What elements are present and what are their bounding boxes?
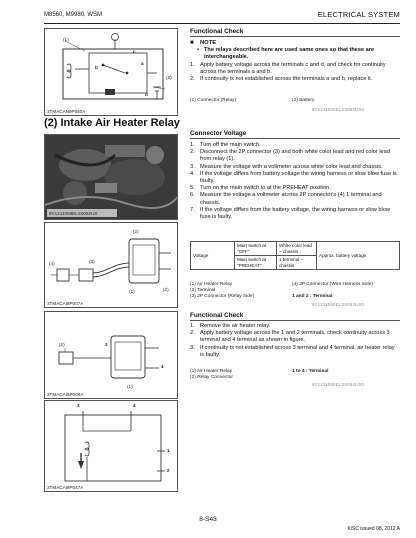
list-item: 5. Turn on the main switch to at the PREHEAT position. [190,185,331,192]
legend-item: (1) Air Heater Relay [190,282,233,287]
legend-item: (2) Relay Connector [190,375,233,381]
terminal-c: c [133,49,136,54]
table-cell: Main switch at "OFF" [235,242,277,256]
callout-3: (3) [89,259,95,264]
relay-schematic-figure [44,28,178,116]
list-item: 2. Disconnect the 2P connector (3) and both white color lead and red color lead from relay (1). [190,149,390,163]
list-item: 3. Measure the voltage with a voltmeter across white color lead and chassis. [190,163,383,170]
list-item: 2. Apply battery voltage across the 1 and 2 terminals, check continuity across 3 terminal and 4 terminal as shown in figure. [190,330,390,344]
relay-connector-figure [44,222,178,308]
list-item: 3. If continuity is not established across 3 terminal and 4 terminal, air heater relay is faulty. [190,344,395,358]
header-rule [44,23,400,24]
list-item: 1. Turn off the main switch. [190,142,261,148]
callout-4: (4) [49,261,55,266]
section-label: ELECTRICAL SYSTEM [317,10,400,19]
legend-item: 1 to 4 : Terminal [292,369,329,374]
list-item: 1. Remove the air heater relay. [190,323,271,329]
document-code: 9Y1211068ELS0053US0 [312,302,365,307]
document-code: 9Y1211068ELS0050US0 [312,107,365,112]
legend-item: 1 and 2 : Terminal [292,294,333,300]
terminal-schematic-drawing [45,401,178,492]
issue-label: KiSC issued 08, 2012 A [347,526,400,532]
terminal-schematic-figure [44,400,178,492]
table-cell: White color lead – chassis [277,242,317,256]
terminal-a: a [141,61,144,66]
table-value: Approx. battery voltage [317,242,400,270]
callout-2: (2) [59,342,65,347]
relay-test-drawing [45,312,178,399]
callout-2: (2) [133,229,139,234]
terminal-4: 4 [161,364,164,369]
terminal-1: 1 [167,448,170,453]
figure-caption: 3TMACAN9P040A [47,109,86,114]
callout-1: (1) [63,37,69,42]
figure-caption: 3TMACAI9P007A [47,301,84,306]
terminal-2: 2 [167,468,170,473]
legend-item: (3) 2P Connector (Relay Side) [190,294,255,300]
terminal-4: 4 [133,403,136,408]
note-heading: NOTE [200,40,217,46]
page-header [44,9,400,23]
table-row-head: Voltage [191,242,235,270]
relay-connector-drawing [45,223,178,308]
connector-voltage-body [190,142,400,221]
legend-right [292,282,400,301]
steps-list [190,62,400,84]
list-item: 6. Measure the voltage a voltmeter across 2P connector's (4) 1 terminal and chassis. [190,192,382,206]
callout-1: (1) [129,289,135,294]
table-cell: Main switch at "PREHEAT" [235,256,277,270]
steps-list [190,323,400,359]
list-item: 4. If the voltage differs from battery voltage the wiring harness or slow blow fuse is faulty. [190,170,397,185]
engine-photo-figure [44,134,178,220]
legend-left [190,369,290,381]
legend-left [190,282,290,301]
connector-voltage-title: Connector Voltage [190,130,400,139]
voltage-table [190,241,400,270]
functional-check-title: Functional Check [190,28,400,37]
document-code: 9Y1211068ELS0054US0 [312,382,365,387]
engine-photo [45,135,178,220]
figure-caption: 3TMACAI9P008A [47,392,84,397]
callout-2b: (2) [163,287,169,292]
section-heading: (2) Intake Air Heater Relay [44,117,180,129]
legend-item: (1) Connector (Relay) [190,98,237,103]
legend-item: (2) Terminal [190,288,216,294]
list-item: 2. If continuity is not established across the terminals a and b, replace it. [190,76,373,83]
steps-list [190,142,400,221]
relay-schematic-drawing [45,29,178,116]
terminal-d: d [145,92,148,97]
page-number: 8-S43 [199,516,217,523]
bullet-icon: • [197,47,199,54]
relay-test-figure [44,311,178,399]
terminal-3: 3 [105,342,108,347]
functional-check-body [190,40,400,83]
model-label: M8560, M9980, WSM [44,12,103,18]
figure-caption: 3TMACAI9P047A [47,485,84,490]
legend-item: (2) Battery [292,98,315,103]
legend-item: (4) 2P Connector (Wire Harness Side) [292,282,373,287]
terminal-3: 3 [77,403,80,408]
list-item: 7. If the voltage differs from the battery voltage, the wiring harness or slow blow fuse is faulty. [190,206,390,221]
list-item: 1. Apply battery voltage across the terminals c and d, and check for continuity across the terminals a and b. [190,61,386,75]
callout-1: (1) [127,384,133,389]
note-bullet-icon: ■ [190,40,194,46]
callout-2: (2) [166,75,172,80]
legend-item: (1) Air Heater Relay [190,369,233,374]
figure-caption: 9Y1211068ELS0052US [49,211,98,216]
functional-check-2-title: Functional Check [190,312,400,321]
functional-check-2-body [190,323,400,359]
terminal-b: b [95,65,98,70]
table-cell: 1 terminal – chassis [277,256,317,270]
note-text: The relays described here are used same ones so that these are interchangeable. [204,47,375,61]
